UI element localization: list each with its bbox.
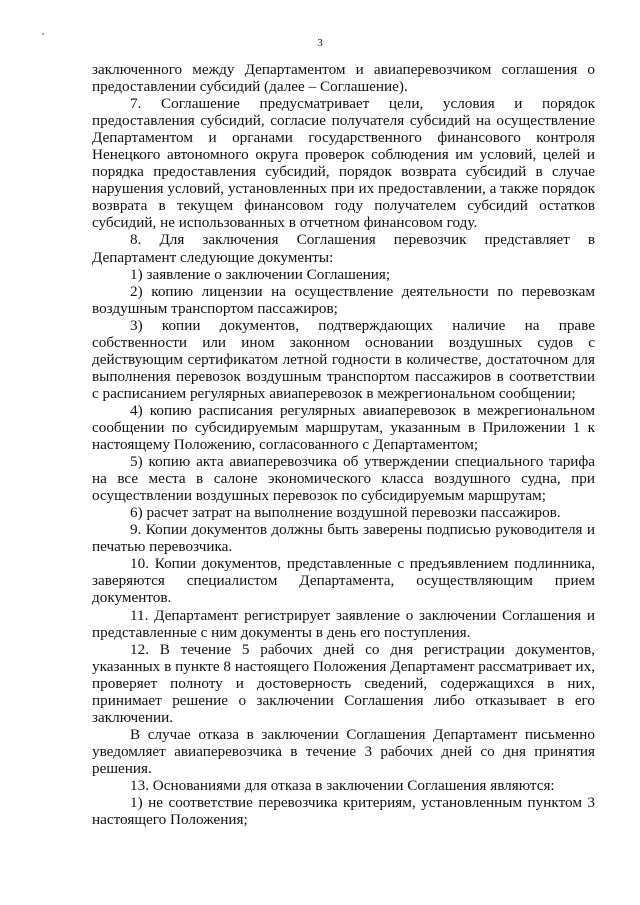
paragraph-item-12: 12. В течение 5 рабочих дней со дня регистрации документов, указанных в пункте 8 настоящего Положения Департамент рассматривает их, проверяет полноту и достоверность сведений, содержащихся в них, принимает решение о заключении Соглашения либо отказывает в его заключении. [92,640,595,726]
paragraph-item-7: 7. Соглашение предусматривает цели, условия и порядок предоставления субсидий, согласие получателя субсидий на осуществление Департаментом и органами государственного финансового контроля Ненецкого автономного округа проверок соблюдения им условий, целей и порядка предоставления субсидий, порядок возврата субсидий в случае нарушения условий, установленных при их предоставлении, а также порядок возврата в текущем финансовом году получателем субсидий остатков субсидий, не использованных в отчетном финансовом году. [92,95,595,232]
paragraph-item-11: 11. Департамент регистрирует заявление о заключении Соглашения и представленные с ним документы в день его поступления. [92,606,595,641]
paragraph-item-13-1: 1) не соответствие перевозчика критериям, установленным пунктом 3 настоящего Положения; [92,794,595,829]
paragraph-item-8: 8. Для заключения Соглашения перевозчик представляет в Департамент следующие документы: [92,231,595,266]
paragraph-item-10: 10. Копии документов, представленные с предъявлением подлинника, заверяются специалистом Департамента, осуществляющим прием документов. [92,555,595,607]
paragraph-item-8-5: 5) копию акта авиаперевозчика об утверждении специального тарифа на все места в салоне экономического класса воздушного судна, при осуществлении воздушных перевозок по субсидируемым маршрутам; [92,453,595,505]
paragraph-item-9: 9. Копии документов должны быть заверены подписью руководителя и печатью перевозчика. [92,521,595,556]
paragraph-item-8-2: 2) копию лицензии на осуществление деятельности по перевозкам воздушным транспортом пассажиров; [92,282,595,317]
scan-speck [42,33,44,35]
paragraph-intro-continuation: заключенного между Департаментом и авиаперевозчиком соглашения о предоставлении субсидий (далее – Соглашение). [92,61,595,96]
document-body [92,61,595,828]
page-number: 3 [317,37,323,49]
paragraph-item-13: 13. Основаниями для отказа в заключении Соглашения являются: [130,776,555,794]
paragraph-item-8-6: 6) расчет затрат на выполнение воздушной перевозки пассажиров. [130,504,561,522]
paragraph-item-8-3: 3) копии документов, подтверждающих наличие на праве собственности или ином законном основании воздушных судов с действующим сертификатом летной годности в количестве, достаточном для выполнения перевозок воздушным транспортом пассажиров в соответствии с расписанием регулярных авиаперевозок в межрегиональном сообщении; [92,316,595,402]
paragraph-refusal-notice: В случае отказа в заключении Соглашения Департамент письменно уведомляет авиаперевозчика в течение 3 рабочих дней со дня принятия решения. [92,725,595,777]
paragraph-item-8-4: 4) копию расписания регулярных авиаперевозок в межрегиональном сообщении по субсидируемым маршрутам, указанным в Приложении 1 к настоящему Положению, согласованного с Департаментом; [92,401,595,454]
paragraph-item-8-1: 1) заявление о заключении Соглашения; [130,265,391,283]
